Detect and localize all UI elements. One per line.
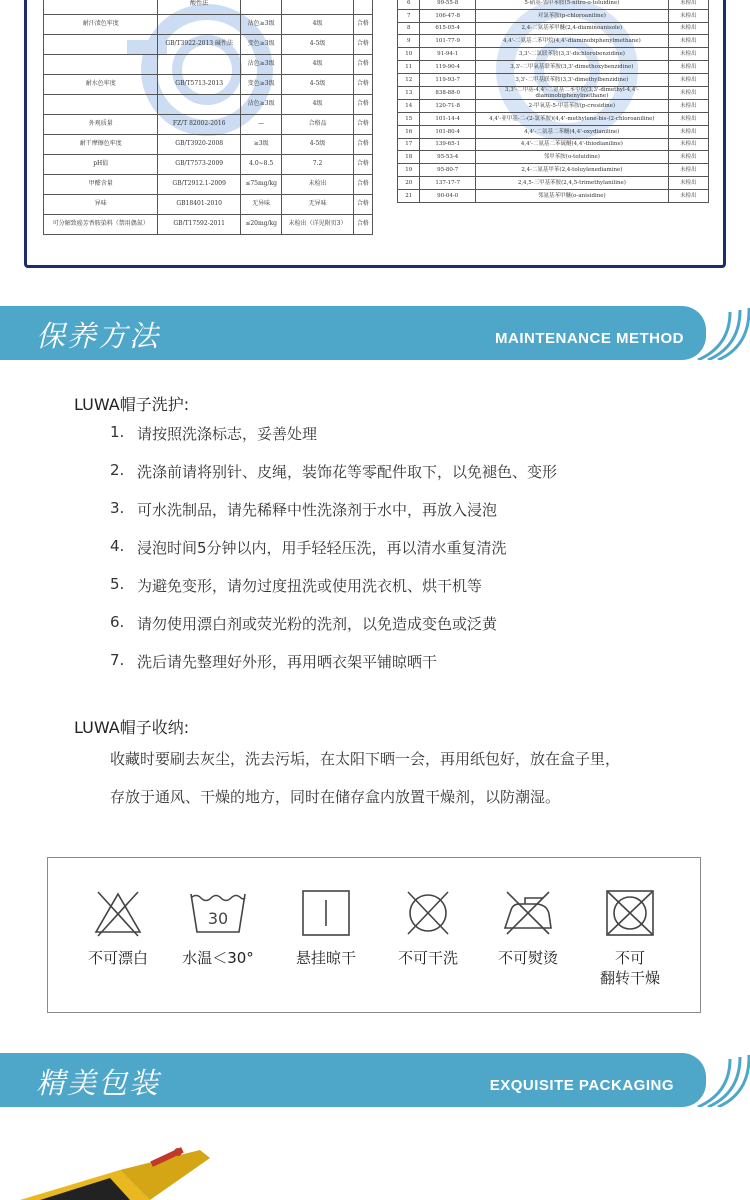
step-number: 5.	[110, 575, 125, 593]
report-row	[44, 155, 373, 175]
report-cell: 4,4'-二氨基二苯醚(4,4'-oxydianiline)	[475, 125, 668, 138]
report-cell: 101-14-4	[420, 113, 476, 126]
list-item	[110, 461, 557, 499]
list-item	[110, 651, 557, 689]
report-cell: 4,4'-二氨基二苯硫醚(4,4'-thiodianiline)	[475, 138, 668, 151]
report-row	[398, 125, 709, 138]
report-cell: 6	[398, 0, 420, 9]
report-row	[44, 175, 373, 195]
report-cell: 对氯苯胺(p-chloroaniline)	[475, 9, 668, 22]
report-cell: 沾色≥3级	[240, 55, 282, 75]
report-row	[398, 22, 709, 35]
report-cell: 未检出（详见附页3）	[282, 215, 353, 235]
care-item-no-dry-clean	[378, 888, 478, 968]
report-cell: 101-80-4	[420, 125, 476, 138]
report-cell: 4级	[282, 95, 353, 115]
report-cell: 4级	[282, 55, 353, 75]
report-cell: 4.0~8.5	[240, 155, 282, 175]
report-cell: 无异味	[240, 195, 282, 215]
report-cell: —	[240, 115, 282, 135]
report-cell: 合格	[353, 95, 372, 115]
report-row	[398, 60, 709, 73]
report-cell: 未检出	[668, 0, 708, 9]
report-cell: 未检出	[668, 176, 708, 189]
report-cell: 未检出	[668, 164, 708, 177]
report-cell: 9	[398, 35, 420, 48]
report-cell: 3,3'-二甲氧基联苯胺(3,3'-dimethoxybenzidine)	[475, 60, 668, 73]
report-cell	[158, 55, 240, 75]
list-item	[110, 613, 557, 651]
report-row	[44, 35, 373, 55]
wash-steps-list	[110, 423, 557, 689]
report-row	[398, 9, 709, 22]
hang-dry-icon	[300, 888, 352, 938]
report-cell	[282, 0, 353, 15]
packaging-image	[0, 1140, 220, 1200]
report-cell: 3,3'-二甲基联苯胺(3,3'-dimethylbenzidine)	[475, 73, 668, 86]
report-row	[398, 86, 709, 100]
report-cell: 邻甲苯胺(o-toluidine)	[475, 151, 668, 164]
report-cell: ≤75mg/kg	[240, 175, 282, 195]
report-cell: 119-90-4	[420, 60, 476, 73]
report-cell: 12	[398, 73, 420, 86]
report-cell: 4级	[282, 15, 353, 35]
packaging-title: 精美包装	[36, 1066, 161, 1100]
report-cell: 未检出	[668, 22, 708, 35]
report-table-right	[397, 0, 709, 203]
step-text: 浸泡时间5分钟以内，用手轻轻压洗，再以清水重复清洗	[137, 539, 507, 557]
report-cell: 3,3'-二甲基-4,4'-二氨基二苯甲烷(3,3'-dimethyl-4,4'-diaminobiphenylmethane)	[475, 86, 668, 100]
care-label: 不可熨烫	[497, 949, 558, 967]
report-cell: 119-93-7	[420, 73, 476, 86]
report-cell: 合格	[353, 115, 372, 135]
report-row	[398, 151, 709, 164]
report-cell: 合格	[353, 215, 372, 235]
report-cell: 13	[398, 86, 420, 100]
report-cell	[353, 0, 372, 15]
report-cell: 8	[398, 22, 420, 35]
report-cell: 7	[398, 9, 420, 22]
report-cell: 7.2	[282, 155, 353, 175]
report-cell: 4-5级	[282, 75, 353, 95]
report-row	[44, 195, 373, 215]
report-cell: 变色≥3级	[240, 75, 282, 95]
care-item-no-tumble-dry	[580, 888, 680, 989]
report-cell: 2,4-二氨基甲苯(2,4-toluylenediamine)	[475, 164, 668, 177]
report-row	[398, 164, 709, 177]
report-cell	[44, 0, 158, 15]
step-number: 4.	[110, 537, 125, 555]
care-label: 悬挂晾干	[295, 949, 356, 967]
test-report-frame	[24, 0, 726, 268]
report-cell: 20	[398, 176, 420, 189]
report-cell: 21	[398, 189, 420, 202]
report-cell: GB/T5713-2013	[158, 75, 240, 95]
report-cell: 合格	[353, 15, 372, 35]
report-row	[44, 95, 373, 115]
storage-line: 收藏时要刷去灰尘，洗去污垢，在太阳下晒一会，再用纸包好，放在盒子里，	[110, 750, 621, 768]
wash-temp: 30	[207, 909, 229, 928]
report-cell: 耐水色牢度	[44, 75, 158, 95]
report-cell: 90-04-0	[420, 189, 476, 202]
report-cell: 可分解致癌芳香胺染料（禁用偶氮）	[44, 215, 158, 235]
report-cell: 95-80-7	[420, 164, 476, 177]
care-label-line: 翻转干燥	[599, 969, 660, 988]
care-item-hang-dry	[276, 888, 376, 968]
swoosh-decoration-icon	[690, 1053, 750, 1107]
report-cell: 耐干摩擦色牢度	[44, 135, 158, 155]
report-cell: 838-88-0	[420, 86, 476, 100]
report-cell: 4,4'-二氨基二苯甲烷(4,4'-diaminobiphenylmethane)	[475, 35, 668, 48]
no-iron-icon	[499, 888, 557, 938]
care-item-no-bleach	[68, 888, 168, 968]
swoosh-decoration-icon	[690, 306, 750, 360]
report-cell: 合格	[353, 175, 372, 195]
care-label-line: 不可	[614, 949, 645, 967]
report-cell: 合格品	[282, 115, 353, 135]
report-cell: 10	[398, 48, 420, 61]
report-cell	[44, 95, 158, 115]
report-row	[398, 138, 709, 151]
report-cell: 17	[398, 138, 420, 151]
report-cell: 未检出	[668, 125, 708, 138]
report-row	[44, 115, 373, 135]
report-cell	[158, 15, 240, 35]
report-cell: 外观质量	[44, 115, 158, 135]
report-cell: 101-77-9	[420, 35, 476, 48]
report-cell: 未检出	[668, 113, 708, 126]
report-cell	[44, 35, 158, 55]
list-item	[110, 423, 557, 461]
report-cell	[240, 0, 282, 15]
report-table-left	[43, 0, 373, 235]
report-cell: 沾色≥3级	[240, 95, 282, 115]
report-cell: 未检出	[668, 48, 708, 61]
storage-heading: LUWA帽子收纳:	[74, 718, 190, 737]
report-cell: 未检出	[668, 189, 708, 202]
step-text: 洗涤前请将别针、皮绳，装饰花等零配件取下，以免褪色、变形	[137, 463, 558, 481]
report-cell: 4-5级	[282, 135, 353, 155]
list-item	[110, 499, 557, 537]
report-cell: GB/T3920-2008	[158, 135, 240, 155]
report-cell: 137-17-7	[420, 176, 476, 189]
care-symbols-box	[47, 857, 701, 1013]
report-cell: 邻氨基苯甲醚(o-anisidine)	[475, 189, 668, 202]
report-cell: 5-硝基-邻甲苯胺(5-nitro-o-toluidine)	[475, 0, 668, 9]
report-cell: GB/T2912.1-2009	[158, 175, 240, 195]
step-text: 可水洗制品，请先稀释中性洗涤剂于水中，再放入浸泡	[137, 501, 498, 519]
no-bleach-icon	[92, 888, 144, 938]
report-cell: 120-71-8	[420, 100, 476, 113]
report-cell: 未检出	[668, 35, 708, 48]
report-cell: 139-65-1	[420, 138, 476, 151]
care-label: 水温＜30°	[182, 949, 254, 967]
care-label: 不可漂白	[87, 949, 148, 967]
report-cell: 3,3'-二氯联苯胺(3,3'-dichlorobenzidine)	[475, 48, 668, 61]
report-cell: 无异味	[282, 195, 353, 215]
step-text: 为避免变形，请勿过度扭洗或使用洗衣机、烘干机等	[137, 577, 483, 595]
report-cell: 4,4'-亚甲基-二-(2-氯苯胺)(4,4'-methylene-bis-(2-chloroaniline)	[475, 113, 668, 126]
report-cell: 未检出	[668, 60, 708, 73]
report-cell: 99-55-8	[420, 0, 476, 9]
report-row	[398, 48, 709, 61]
report-cell: 变色≥3级	[240, 35, 282, 55]
report-cell: 16	[398, 125, 420, 138]
maintenance-title: 保养方法	[36, 319, 161, 353]
report-row	[398, 35, 709, 48]
report-cell: 615-05-4	[420, 22, 476, 35]
report-row	[44, 215, 373, 235]
report-row	[44, 15, 373, 35]
report-cell: 106-47-8	[420, 9, 476, 22]
report-cell: 未检出	[668, 73, 708, 86]
report-cell: 未检出	[668, 151, 708, 164]
step-text: 请勿使用漂白剂或荧光粉的洗剂，以免造成变色或泛黄	[137, 615, 498, 633]
report-cell	[158, 95, 240, 115]
report-cell: 4-5级	[282, 35, 353, 55]
maintenance-title-en: MAINTENANCE METHOD	[495, 330, 684, 347]
no-tumble-dry-icon	[604, 888, 656, 938]
step-number: 2.	[110, 461, 125, 479]
report-cell: 95-53-4	[420, 151, 476, 164]
report-cell: 15	[398, 113, 420, 126]
storage-text	[110, 748, 710, 824]
care-label: 不可干洗	[397, 949, 458, 967]
report-row	[398, 73, 709, 86]
report-row	[398, 100, 709, 113]
report-cell: 2-甲氧基-5-甲基苯胺(p-cresidine)	[475, 100, 668, 113]
report-row	[44, 0, 373, 15]
step-number: 1.	[110, 423, 125, 441]
report-cell: 未检出	[668, 86, 708, 100]
report-cell: 未检出	[668, 100, 708, 113]
report-cell: 14	[398, 100, 420, 113]
packaging-title-en: EXQUISITE PACKAGING	[489, 1077, 674, 1094]
report-cell: 酸性法	[158, 0, 240, 15]
storage-line: 存放于通风、干燥的地方，同时在储存盒内放置干燥剂，以防潮湿。	[110, 788, 561, 806]
report-row	[398, 0, 709, 9]
report-cell: ≤20mg/kg	[240, 215, 282, 235]
care-item-no-iron	[478, 888, 578, 968]
report-cell: 18	[398, 151, 420, 164]
report-cell: pH值	[44, 155, 158, 175]
list-item	[110, 575, 557, 613]
report-cell: 未检出	[282, 175, 353, 195]
report-cell: 11	[398, 60, 420, 73]
care-label	[580, 948, 680, 989]
report-cell: 合格	[353, 195, 372, 215]
report-cell: 沾色≥3级	[240, 15, 282, 35]
report-cell: 91-94-1	[420, 48, 476, 61]
report-cell: GB/T3922-2013 碱性法	[158, 35, 240, 55]
report-cell: ≥3级	[240, 135, 282, 155]
report-row	[398, 176, 709, 189]
maintenance-banner	[0, 306, 750, 360]
step-number: 7.	[110, 651, 125, 669]
report-row	[398, 113, 709, 126]
no-dry-clean-icon	[402, 888, 454, 938]
report-cell: 合格	[353, 55, 372, 75]
report-row	[44, 75, 373, 95]
report-cell: 甲醛含量	[44, 175, 158, 195]
step-number: 6.	[110, 613, 125, 631]
report-row	[44, 55, 373, 75]
report-cell: 合格	[353, 155, 372, 175]
report-cell: 异味	[44, 195, 158, 215]
packaging-banner	[0, 1053, 750, 1107]
report-cell: 19	[398, 164, 420, 177]
wash-30-icon	[187, 888, 249, 938]
report-cell: 未检出	[668, 9, 708, 22]
wash-heading: LUWA帽子洗护:	[74, 395, 190, 414]
report-cell: 2,4,5-三甲基苯胺(2,4,5-trimethylaniline)	[475, 176, 668, 189]
report-cell: 耐汗渍色牢度	[44, 15, 158, 35]
report-cell: 合格	[353, 35, 372, 55]
report-cell: 合格	[353, 75, 372, 95]
care-item-wash-30	[168, 888, 268, 968]
list-item	[110, 537, 557, 575]
report-row	[398, 189, 709, 202]
step-text: 请按照洗涤标志，妥善处理	[137, 425, 318, 443]
report-cell: 未检出	[668, 138, 708, 151]
report-cell: GB18401-2010	[158, 195, 240, 215]
report-cell: 合格	[353, 135, 372, 155]
report-cell: GB/T7573-2009	[158, 155, 240, 175]
report-cell: FZ/T 82002-2016	[158, 115, 240, 135]
report-cell: 2,4-二氨基苯甲醚(2,4-diaminoanisole)	[475, 22, 668, 35]
report-cell: GB/T17592-2011	[158, 215, 240, 235]
report-row	[44, 135, 373, 155]
step-text: 洗后请先整理好外形，再用晒衣架平铺晾晒干	[137, 653, 438, 671]
report-cell	[44, 55, 158, 75]
step-number: 3.	[110, 499, 125, 517]
